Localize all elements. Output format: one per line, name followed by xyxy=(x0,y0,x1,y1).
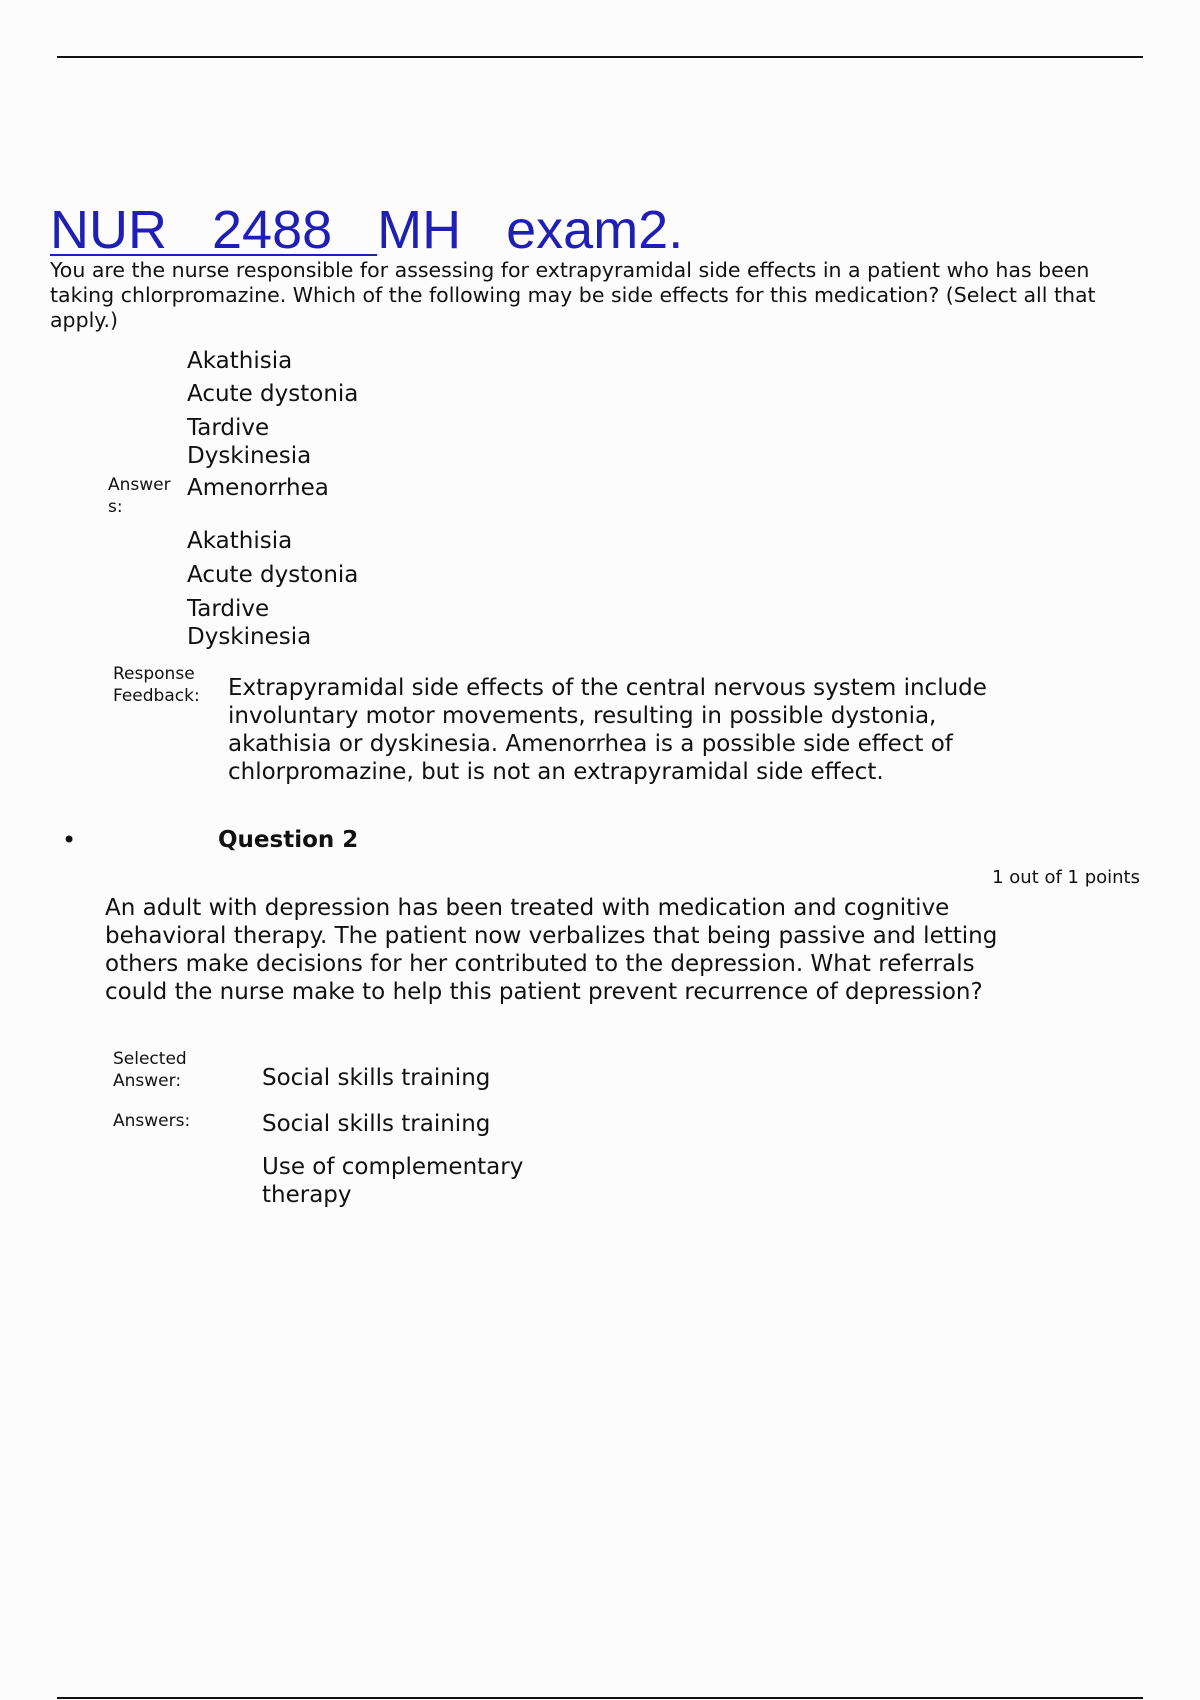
question-2-bullet: • xyxy=(62,826,77,854)
question-2-points: 1 out of 1 points xyxy=(992,867,1140,888)
q1-selected-answer-4: Dyskinesia xyxy=(187,443,312,469)
q2-answer-choice-1: Social skills training xyxy=(262,1111,491,1137)
q2-selected-label-line2: Answer: xyxy=(113,1071,182,1091)
document-title xyxy=(50,198,683,262)
q2-selected-answer-label xyxy=(113,1048,187,1092)
q2-answer-choice-2: Use of complementary xyxy=(262,1154,524,1180)
q1-answers-label-line2: s: xyxy=(108,497,123,517)
q1-selected-answer-1: Akathisia xyxy=(187,348,293,374)
q2-selected-label-line1: Selected xyxy=(113,1049,187,1069)
q1-selected-answer-3: Tardive xyxy=(187,415,270,441)
q2-answers-label: Answers: xyxy=(113,1111,191,1131)
q1-answer-choice-1: Amenorrhea xyxy=(187,475,329,501)
header-rule xyxy=(57,56,1143,58)
q2-answer-choice-3: therapy xyxy=(262,1182,352,1208)
title-course-code: NUR 2488 xyxy=(50,200,378,260)
q1-answer-choice-4: Tardive xyxy=(187,596,270,622)
q1-response-feedback: Extrapyramidal side effects of the central nervous system include involuntary motor movements, resulting in possible dystonia, akathisia or dyskinesia. Amenorrhea is a possible side effect of chlorpromazine, but is not an extrapyramidal side effect. xyxy=(228,675,987,785)
q1-answer-choice-2: Akathisia xyxy=(187,528,293,554)
question-1-prompt: You are the nurse responsible for assessing for extrapyramidal side effects in a patient who has been taking chlorpromazine. Which of the following may be side effects for this medication? (Select all that apply.) xyxy=(50,258,1096,332)
q1-feedback-label-line2: Feedback: xyxy=(113,686,200,706)
footer-rule xyxy=(57,1697,1143,1699)
question-2-heading: Question 2 xyxy=(218,827,359,853)
q2-selected-answer: Social skills training xyxy=(262,1065,491,1091)
q1-answer-choice-3: Acute dystonia xyxy=(187,562,359,588)
q1-selected-answer-2: Acute dystonia xyxy=(187,381,359,407)
q1-answers-label-line1: Answer xyxy=(108,475,171,495)
q1-answers-label xyxy=(108,474,171,518)
q1-feedback-label-line1: Response xyxy=(113,664,195,684)
q1-answer-choice-5: Dyskinesia xyxy=(187,624,312,650)
title-exam-name: MH exam2. xyxy=(377,200,684,260)
question-2-prompt: An adult with depression has been treated with medication and cognitive behavioral therapy. The patient now verbalizes that being passive and letting others make decisions for her contributed to the depression. What referrals could the nurse make to help this patient prevent recurrence of depression? xyxy=(105,895,998,1005)
q1-feedback-label xyxy=(113,663,200,707)
